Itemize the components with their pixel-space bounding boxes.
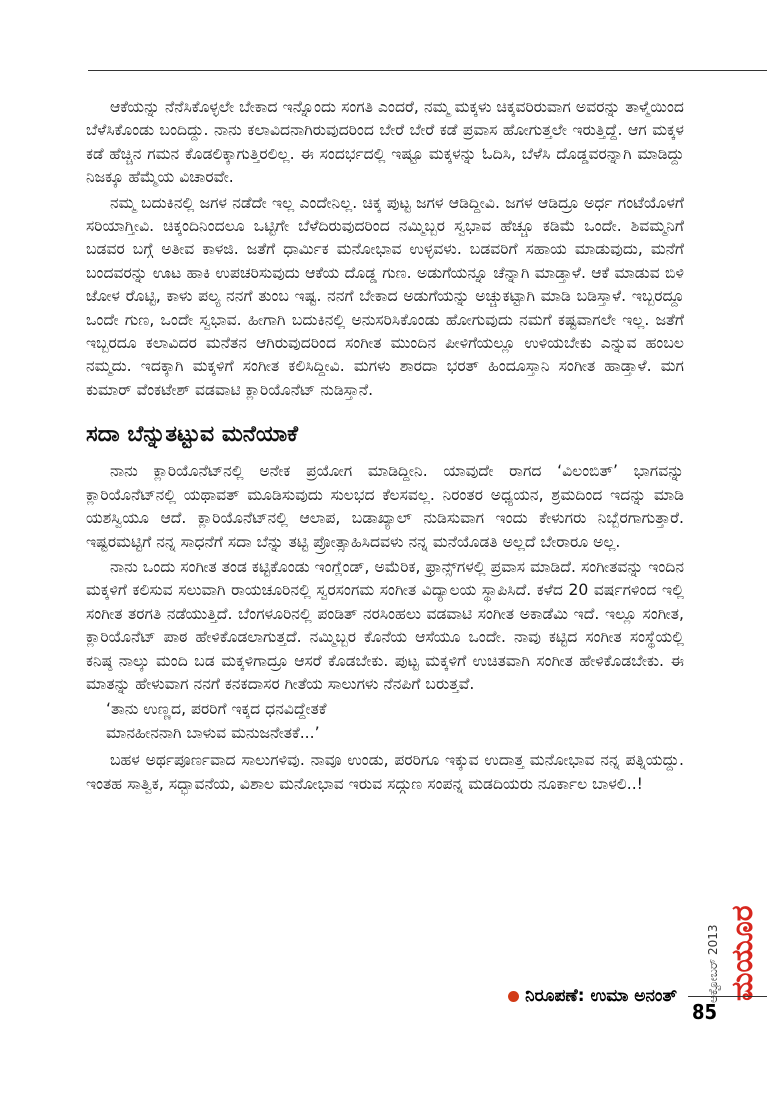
quote-line-1: ‘ತಾನು ಉಣ್ಣದ, ಪರರಿಗೆ ಇಕ್ಕದ ಧನವಿದ್ದೇತಕೆ <box>106 700 327 719</box>
magazine-sidebar <box>700 775 760 1005</box>
header-rule <box>88 70 767 71</box>
byline-text: ನಿರೂಪಣೆ: ಉಮಾ ಅನಂತ್ <box>525 986 677 1006</box>
quote-line-2: ಮಾನಹೀನನಾಗಿ ಬಾಳುವ ಮನುಜನೇತಕೆ...’ <box>106 723 320 742</box>
footer-rule <box>688 996 767 997</box>
poem-quote <box>86 698 684 745</box>
paragraph-intro-1: ಆಕೆಯನ್ನು ನೆನೆಸಿಕೊಳ್ಳಲೇ ಬೇಕಾದ ಇನ್ನೊಂದು ಸಂಗತಿ ಎಂದರೆ, ನಮ್ಮ ಮಕ್ಕಳು ಚಿಕ್ಕವರಿರುವಾಗ ಅವರನ್ನು ತಾಳ್ಮೆಯಿಂದ ಬೆಳೆಸಿಕೊಂಡು ಬಂದಿದ್ದು. ನಾನು ಕಲಾವಿದನಾಗಿರುವುದರಿಂದ ಬೇರೆ ಬೇರೆ ಕಡೆ ಪ್ರವಾಸ ಹೋಗುತ್ತಲೇ ಇರುತ್ತಿದ್ದೆ. ಆಗ ಮಕ್ಕಳ ಕಡೆ ಹೆಚ್ಚಿನ ಗಮನ ಕೊಡಲಿಕ್ಕಾಗುತ್ತಿರಲಿಲ್ಲ. ಈ ಸಂದರ್ಭದಲ್ಲಿ ಇಷ್ಟೂ ಮಕ್ಕಳನ್ನು ಓದಿಸಿ, ಬೆಳೆಸಿ ದೊಡ್ಡವರನ್ನಾಗಿ ಮಾಡಿದ್ದು ನಿಜಕ್ಕೂ ಹೆಮ್ಮೆಯ ವಿಚಾರವೇ. <box>86 98 684 187</box>
bullet-dot-icon <box>508 991 519 1002</box>
paragraph-section-2: ನಾನು ಒಂದು ಸಂಗೀತ ತಂಡ ಕಟ್ಟಿಕೊಂಡು ಇಂಗ್ಲೆಂಡ್, ಅಮೆರಿಕ, ಫ್ರಾನ್ಸ್‌ಗಳಲ್ಲಿ ಪ್ರವಾಸ ಮಾಡಿದೆ. ಸಂಗೀತವನ್ನು ಇಂದಿನ ಮಕ್ಕಳಿಗೆ ಕಲಿಸುವ ಸಲುವಾಗಿ ರಾಯಚೂರಿನಲ್ಲಿ ಸ್ವರಸಂಗಮ ಸಂಗೀತ ವಿದ್ಯಾಲಯ ಸ್ಥಾಪಿಸಿದೆ. ಕಳೆದ 20 ವರ್ಷಗಳಿಂದ ಇಲ್ಲಿ ಸಂಗೀತ ತರಗತಿ ನಡೆಯುತ್ತಿದೆ. ಬೆಂಗಳೂರಿನಲ್ಲಿ ಪಂಡಿತ್ ನರಸಿಂಹಲು ವಡವಾಟಿ ಸಂಗೀತ ಅಕಾಡೆಮಿ ಇದೆ. ಇಲ್ಲೂ ಸಂಗೀತ, ಕ್ಲಾರಿಯೊನೆಟ್ ಪಾಠ ಹೇಳಿಕೊಡಲಾಗುತ್ತದೆ. ನಮ್ಮಿಬ್ಬರ ಕೊನೆಯ ಆಸೆಯೂ ಒಂದೇ. ನಾವು ಕಟ್ಟಿದ ಸಂಗೀತ ಸಂಸ್ಥೆಯಲ್ಲಿ ಕನಿಷ್ಠ ನಾಲ್ಕು ಮಂದಿ ಬಡ ಮಕ್ಕಳಿಗಾದ್ರೂ ಆಸರೆ ಕೊಡಬೇಕು. ಪುಟ್ಟ ಮಕ್ಕಳಿಗೆ ಉಚಿತವಾಗಿ ಸಂಗೀತ ಹೇಳಿಕೊಡಬೇಕು. ಈ ಮಾತನ್ನು ಹೇಳುವಾಗ ನನಗೆ ಕನಕದಾಸರ ಗೀತೆಯ ಸಾಲುಗಳು ನೆನಪಿಗೆ ಬರುತ್ತವೆ. <box>86 557 684 693</box>
article-column <box>86 96 684 796</box>
paragraph-closing: ಬಹಳ ಅರ್ಥಪೂರ್ಣವಾದ ಸಾಲುಗಳಿವು. ನಾವೂ ಉಂಡು, ಪರರಿಗೂ ಇಕ್ಕುವ ಉದಾತ್ತ ಮನೋಭಾವ ನನ್ನ ಪತ್ನಿಯದ್ದು. ಇಂತಹ ಸಾತ್ವಿಕ, ಸದ್ಭಾವನೆಯ, ವಿಶಾಲ ಮನೋಭಾವ ಇರುವ ಸದ್ಗುಣ ಸಂಪನ್ನ ಮಡದಿಯರು ನೂರ್ಕಾಲ ಬಾಳಲಿ..! <box>86 751 684 793</box>
paragraph-section-1: ನಾನು ಕ್ಲಾರಿಯೊನೆಟ್‌ನಲ್ಲಿ ಅನೇಕ ಪ್ರಯೋಗ ಮಾಡಿದ್ದೀನಿ. ಯಾವುದೇ ರಾಗದ ‘ವಿಲಂಬಿತ್’ ಭಾಗವನ್ನು ಕ್ಲಾರಿಯೊನೆಟ್‌ನಲ್ಲಿ ಯಥಾವತ್ ಮೂಡಿಸುವುದು ಸುಲಭದ ಕೆಲಸವಲ್ಲ. ನಿರಂತರ ಅಧ್ಯಯನ, ಶ್ರಮದಿಂದ ಇದನ್ನು ಮಾಡಿ ಯಶಸ್ವಿಯೂ ಆದೆ. ಕ್ಲಾರಿಯೊನೆಟ್‌ನಲ್ಲಿ ಆಲಾಪ, ಬಡಾಖ್ಯಾಲ್ ನುಡಿಸುವಾಗ ಇಂದು ಕೇಳುಗರು ನಿಬ್ಬೆರಗಾಗುತ್ತಾರೆ. ಇಷ್ಟರಮಟ್ಟಿಗೆ ನನ್ನ ಸಾಧನೆಗೆ ಸದಾ ಬೆನ್ನು ತಟ್ಟಿ ಪ್ರೋತ್ಸಾಹಿಸಿದವಳು ನನ್ನ ಮನೆಯೊಡತಿ ಅಲ್ಲದೆ ಬೇರಾರೂ ಅಲ್ಲ. <box>86 462 684 551</box>
section-heading: ಸದಾ ಬೆನ್ನುತಟ್ಟುವ ಮನೆಯಾಕೆ <box>86 422 298 448</box>
byline <box>508 986 677 1006</box>
magazine-logo: ಮಯೂರ <box>725 905 760 1001</box>
page-number: 85 <box>692 1000 718 1024</box>
issue-date: ಅಕ್ಟೋಬರ್ 2013 <box>706 924 720 1003</box>
paragraph-intro-2: ನಮ್ಮ ಬದುಕಿನಲ್ಲಿ ಜಗಳ ನಡೆದೇ ಇಲ್ಲ ಎಂದೇನಿಲ್ಲ. ಚಿಕ್ಕ ಪುಟ್ಟ ಜಗಳ ಆಡಿದ್ದೀವಿ. ಜಗಳ ಆಡಿದ್ರೂ ಅರ್ಧ ಗಂಟೆಯೊಳಗೆ ಸರಿಯಾಗ್ತೀವಿ. ಚಿಕ್ಕಂದಿನಿಂದಲೂ ಒಟ್ಟಿಗೇ ಬೆಳೆದಿರುವುದರಿಂದ ನಮ್ಮಿಬ್ಬರ ಸ್ವಭಾವ ಹೆಚ್ಚೂ ಕಡಿಮೆ ಒಂದೇ. ಶಿವಮ್ಮನಿಗೆ ಬಡವರ ಬಗ್ಗೆ ಅತೀವ ಕಾಳಜಿ. ಜತೆಗೆ ಧಾರ್ಮಿಕ ಮನೋಭಾವ ಉಳ್ಳವಳು. ಬಡವರಿಗೆ ಸಹಾಯ ಮಾಡುವುದು, ಮನೆಗೆ ಬಂದವರನ್ನು ಊಟ ಹಾಕಿ ಉಪಚರಿಸುವುದು ಆಕೆಯ ದೊಡ್ಡ ಗುಣ. ಅಡುಗೆಯನ್ನೂ ಚೆನ್ನಾಗಿ ಮಾಡ್ತಾಳೆ. ಆಕೆ ಮಾಡುವ ಬಿಳಿ ಜೋಳ ರೊಟ್ಟಿ, ಕಾಳು ಪಲ್ಯ ನನಗೆ ತುಂಬ ಇಷ್ಟ. ನನಗೆ ಬೇಕಾದ ಅಡುಗೆಯನ್ನು ಅಚ್ಚುಕಟ್ಟಾಗಿ ಮಾಡಿ ಬಡಿಸ್ತಾಳೆ. ಇಬ್ಬರದ್ದೂ ಒಂದೇ ಗುಣ, ಒಂದೇ ಸ್ವಭಾವ. ಹೀಗಾಗಿ ಬದುಕಿನಲ್ಲಿ ಅನುಸರಿಸಿಕೊಂಡು ಹೋಗುವುದು ನಮಗೆ ಕಷ್ಟವಾಗಲೇ ಇಲ್ಲ. ಜತೆಗೆ ಇಬ್ಬರದೂ ಕಲಾವಿದರ ಮನೆತನ ಆಗಿರುವುದರಿಂದ ಸಂಗೀತ ಮುಂದಿನ ಪೀಳಿಗೆಯಲ್ಲೂ ಉಳಿಯಬೇಕು ಎನ್ನುವ ಹಂಬಲ ನಮ್ಮದು. ಇದಕ್ಕಾಗಿ ಮಕ್ಕಳಿಗೆ ಸಂಗೀತ ಕಲಿಸಿದ್ದೀವಿ. ಮಗಳು ಶಾರದಾ ಭರತ್ ಹಿಂದೂಸ್ತಾನಿ ಸಂಗೀತ ಹಾಡ್ತಾಳೆ. ಮಗ ಕುಮಾರ್ ವೆಂಕಟೇಶ್ ವಡವಾಟಿ ಕ್ಲಾರಿಯೊನೆಟ್ ನುಡಿಸ್ತಾನೆ. <box>86 193 684 399</box>
